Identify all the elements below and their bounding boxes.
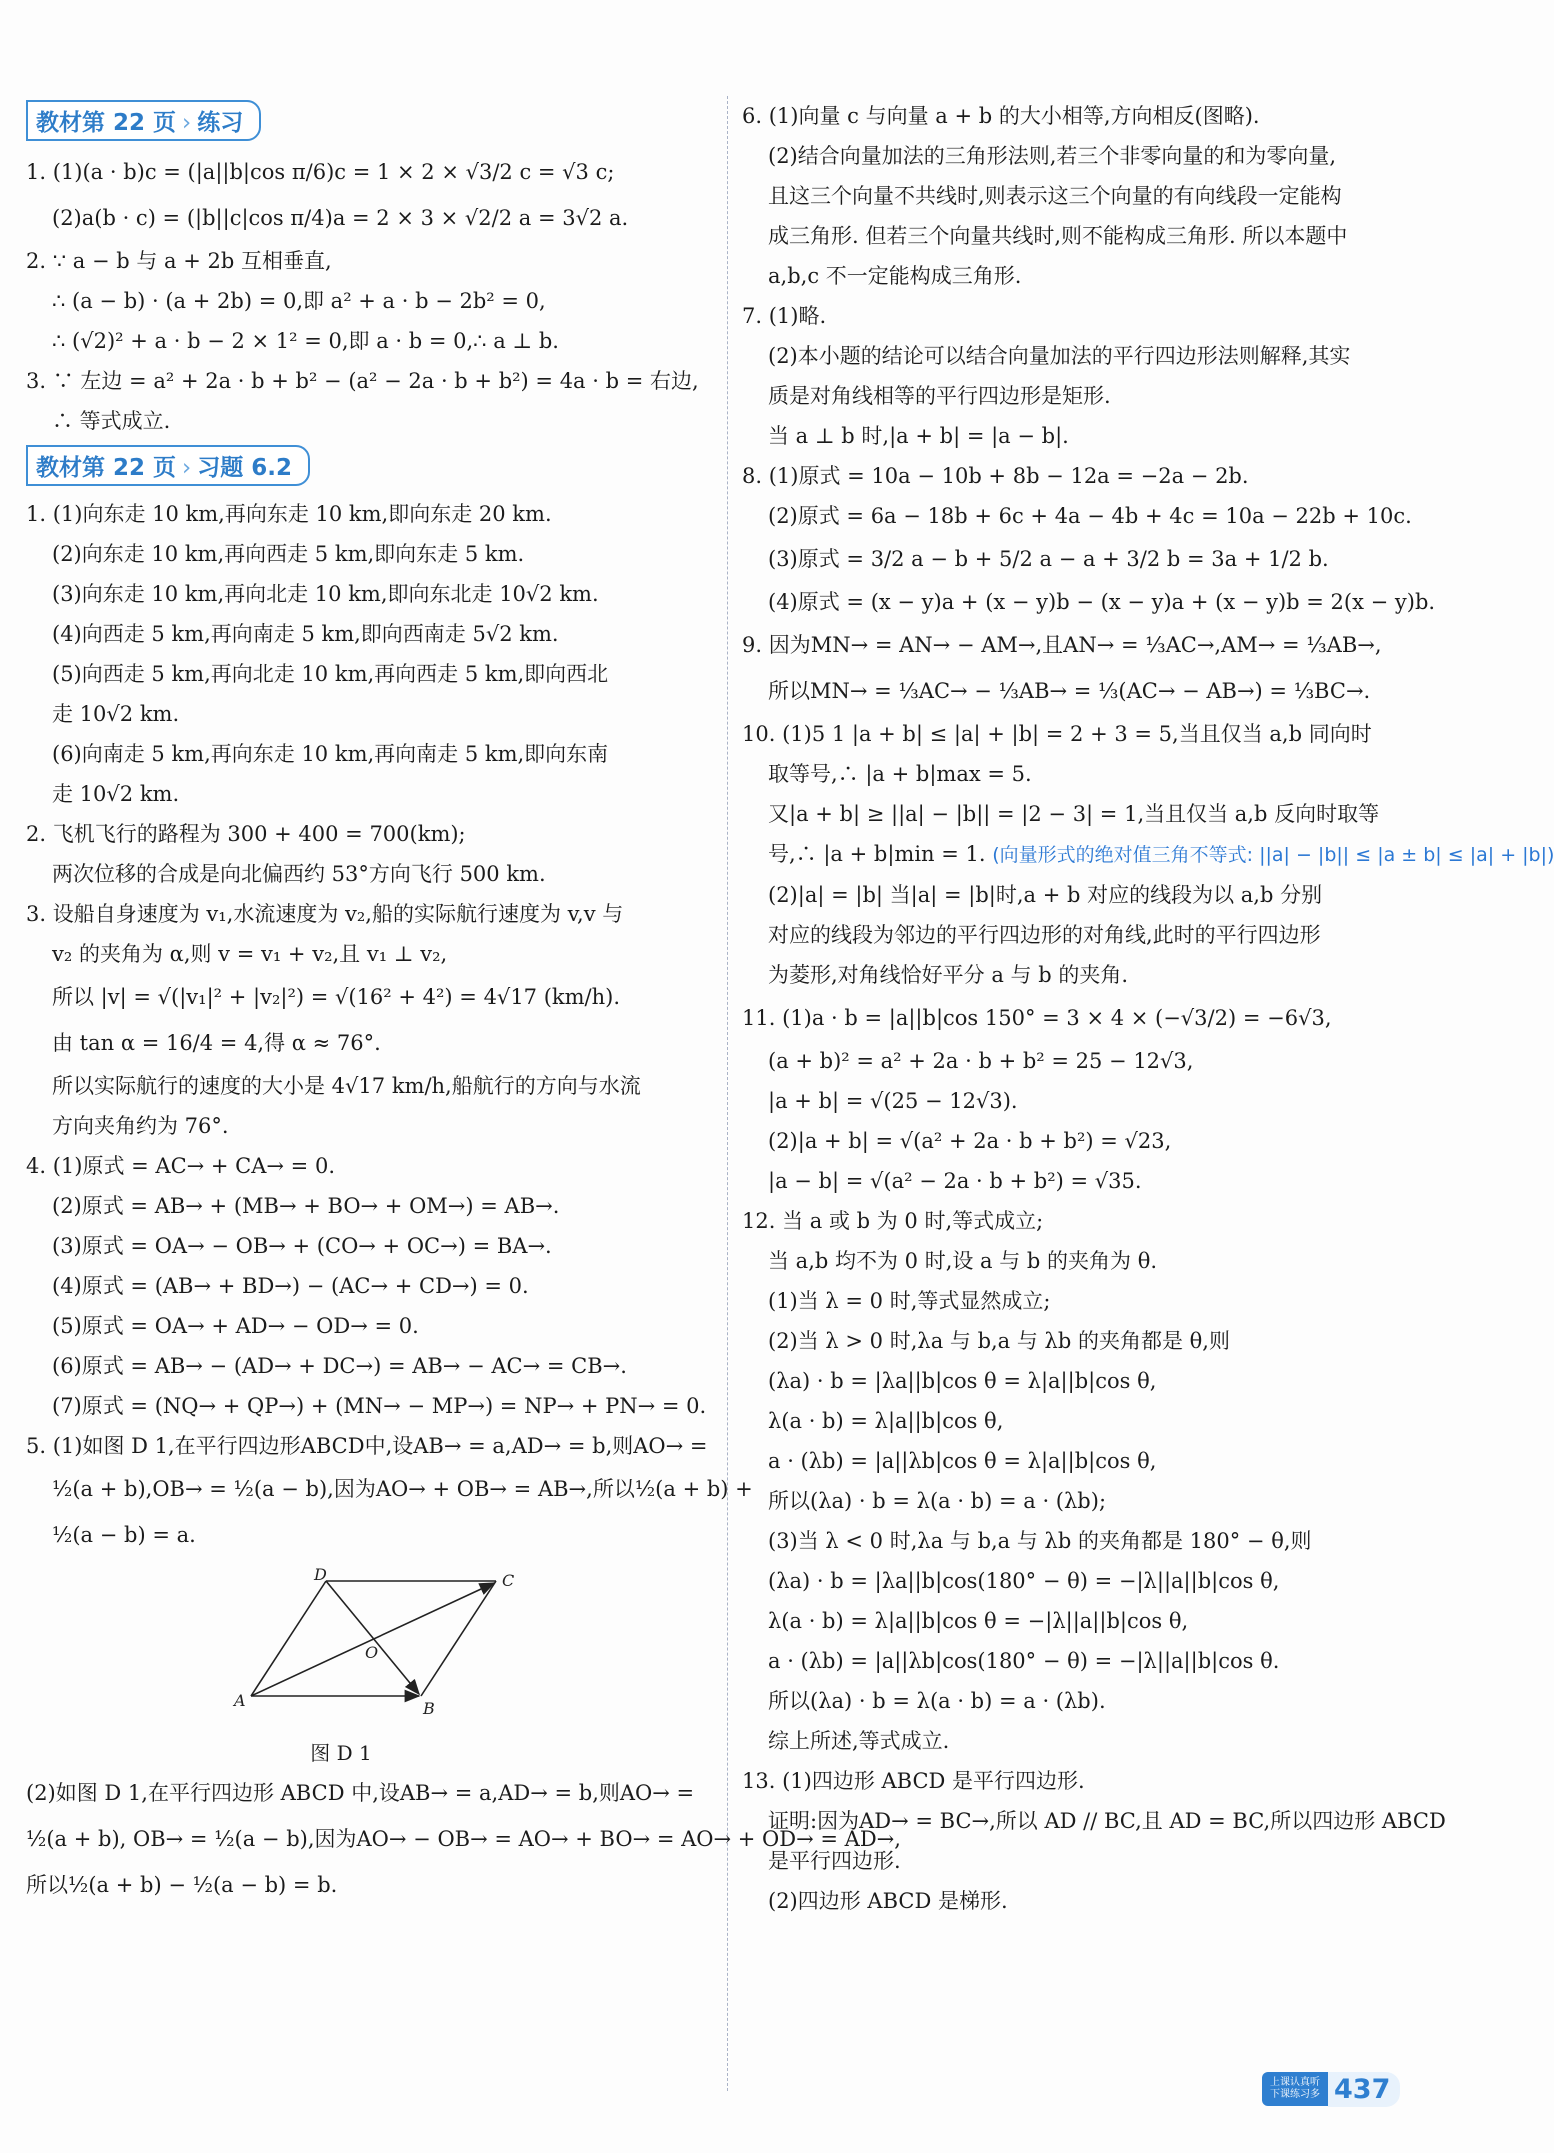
answer-line: 且这三个向量不共线时,则表示这三个向量的有向线段一定能构 [768,184,1342,208]
answer-line: ∴ 等式成立. [52,409,171,433]
section-header-homework [26,445,310,486]
answer-line: a,b,c 不一定能构成三角形. [768,264,1022,288]
label-c: C [502,1571,515,1590]
answer-line: 证明:因为AD→ = BC→,所以 AD // BC,且 AD = BC,所以四边形 ABCD [768,1809,1446,1833]
answer-line: v₂ 的夹角为 α,则 v = v₁ + v₂,且 v₁ ⊥ v₂, [52,942,448,966]
answer-line: (2)原式 = 6a − 18b + 6c + 4a − 4b + 4c = 10a − 22b + 10c. [768,504,1412,528]
answer-line: 6. (1)向量 c 与向量 a + b 的大小相等,方向相反(图略). [742,104,1260,128]
answer-line: λ(a · b) = λ|a||b|cos θ, [768,1409,1004,1433]
answer-line: ∴ (a − b) · (a + 2b) = 0,即 a² + a · b − 2b² = 0, [52,289,546,313]
answer-line: 所以实际航行的速度的大小是 4√17 km/h,船航行的方向与水流 [52,1074,641,1098]
section-prefix: 教材第 22 页 [36,455,177,481]
answer-line: 走 10√2 km. [52,782,180,806]
chevron-right-icon: › [182,110,192,136]
answer-line: ½(a − b) = a. [52,1523,196,1547]
answer-line: 综上所述,等式成立. [768,1729,950,1753]
answer-line: (2)|a + b| = √(a² + 2a · b + b²) = √23, [768,1129,1172,1153]
parallelogram-diagram [26,1566,586,1736]
answer-line: |a − b| = √(a² − 2a · b + b²) = √35. [768,1169,1142,1193]
answer-line: (2)当 λ > 0 时,λa 与 b,a 与 λb 的夹角都是 θ,则 [768,1329,1230,1353]
answer-line: 8. (1)原式 = 10a − 10b + 8b − 12a = −2a − 2b. [742,464,1249,488]
answer-line: 所以(λa) · b = λ(a · b) = a · (λb). [768,1689,1106,1713]
answer-line: (4)原式 = (x − y)a + (x − y)b − (x − y)a + (x − y)b = 2(x − y)b. [768,590,1436,614]
answer-line: (4)原式 = (AB→ + BD→) − (AC→ + CD→) = 0. [52,1274,529,1298]
answer-line: (6)向南走 5 km,再向东走 10 km,再向南走 5 km,即向东南 [52,742,609,766]
margin-note: (向量形式的绝对值三角不等式: ||a| − |b|| ≤ |a ± b| ≤ |a| + |b|) [992,844,1554,866]
chevron-right-icon: › [182,455,192,481]
answer-line: 当 a,b 均不为 0 时,设 a 与 b 的夹角为 θ. [768,1249,1158,1273]
answer-line: 3. ∵ 左边 = a² + 2a · b + b² − (a² − 2a · b + b²) = 4a · b = 右边, [26,369,699,393]
answer-line: 所以½(a + b) − ½(a − b) = b. [26,1873,338,1897]
answer-line: 对应的线段为邻边的平行四边形的对角线,此时的平行四边形 [768,923,1321,947]
section-header-exercise [26,100,261,141]
answer-line: 5. (1)如图 D 1,在平行四边形ABCD中,设AB→ = a,AD→ = b,则AO→ = [26,1434,708,1458]
answer-line: ½(a + b),OB→ = ½(a − b),因为AO→ + OB→ = AB→,所以½(a + b) + [52,1477,753,1501]
answer-line: (λa) · b = |λa||b|cos θ = λ|a||b|cos θ, [768,1369,1157,1393]
column-divider [727,96,728,2091]
vector-db [326,1581,419,1694]
answer-line: ∴ (√2)² + a · b − 2 × 1² = 0,即 a · b = 0,∴ a ⊥ b. [52,329,559,353]
answer-line: (6)原式 = AB→ − (AD→ + DC→) = AB→ − AC→ = CB→. [52,1354,627,1378]
answer-line: (5)向西走 5 km,再向北走 10 km,再向西走 5 km,即向西北 [52,662,609,686]
answer-line: (4)向西走 5 km,再向南走 5 km,即向西南走 5√2 km. [52,622,559,646]
answer-line: λ(a · b) = λ|a||b|cos θ = −|λ||a||b|cos θ, [768,1609,1189,1633]
footer-badge: 上课认真听 下课练习多 [1262,2072,1328,2106]
answer-line: (3)原式 = 3/2 a − b + 5/2 a − a + 3/2 b = 3a + 1/2 b. [768,547,1329,571]
label-a: A [234,1691,246,1710]
answer-line: (7)原式 = (NQ→ + QP→) + (MN→ − MP→) = NP→ + PN→ = 0. [52,1394,707,1418]
answer-line: (2)结合向量加法的三角形法则,若三个非零向量的和为零向量, [768,144,1337,168]
answer-line: 由 tan α = 16/4 = 4,得 α ≈ 76°. [52,1031,381,1055]
answer-line: 质是对角线相等的平行四边形是矩形. [768,384,1111,408]
answer-line: 为菱形,对角线恰好平分 a 与 b 的夹角. [768,963,1129,987]
answer-line: 1. (1)向东走 10 km,再向东走 10 km,即向东走 20 km. [26,502,552,526]
answer-line: 13. (1)四边形 ABCD 是平行四边形. [742,1769,1085,1793]
answer-line: 10. (1)5 1 |a + b| ≤ |a| + |b| = 2 + 3 = 5,当且仅当 a,b 同向时 [742,722,1372,746]
section-tag: 习题 6.2 [197,455,292,481]
answer-line: 1. (1)(a · b)c = (|a||b|cos π/6)c = 1 × 2 × √3/2 c = √3 c; [26,160,615,184]
answer-line: (2)本小题的结论可以结合向量加法的平行四边形法则解释,其实 [768,344,1351,368]
answer-line: (3)当 λ < 0 时,λa 与 b,a 与 λb 的夹角都是 180° − θ,则 [768,1529,1312,1553]
right-column [742,96,1554,1921]
answer-line: 走 10√2 km. [52,702,180,726]
label-d: D [314,1565,327,1584]
answer-line: a · (λb) = |a||λb|cos(180° − θ) = −|λ||a||b|cos θ. [768,1649,1280,1673]
edge-cb [421,1581,496,1696]
page-footer [1262,2068,1400,2110]
answer-line: 所以(λa) · b = λ(a · b) = a · (λb); [768,1489,1107,1513]
figure-caption: 图 D 1 [310,1741,372,1765]
answer-line: (2)|a| = |b| 当|a| = |b|时,a + b 对应的线段为以 a,b 分别 [768,883,1323,907]
answer-line: 3. 设船自身速度为 v₁,水流速度为 v₂,船的实际航行速度为 v,v 与 [26,902,624,926]
section-prefix: 教材第 22 页 [36,110,177,136]
answer-line: (2)原式 = AB→ + (MB→ + BO→ + OM→) = AB→. [52,1194,560,1218]
answer-line [742,834,1554,875]
answer-line: 两次位移的合成是向北偏西约 53°方向飞行 500 km. [52,862,546,886]
answer-line: 当 a ⊥ b 时,|a + b| = |a − b|. [768,424,1069,448]
answer-line: (2)向东走 10 km,再向西走 5 km,即向东走 5 km. [52,542,525,566]
answer-line: 7. (1)略. [742,304,827,328]
answer-line: 方向夹角约为 76°. [52,1114,229,1138]
answer-line: ½(a + b), OB→ = ½(a − b),因为AO→ − OB→ = AO→ + BO→ = AO→ + OD→ = AD→, [26,1827,901,1851]
answer-line: 4. (1)原式 = AC→ + CA→ = 0. [26,1154,335,1178]
page-number: 437 [1328,2072,1400,2107]
answer-line: 12. 当 a 或 b 为 0 时,等式成立; [742,1209,1044,1233]
answer-line: 成三角形. 但若三个向量共线时,则不能构成三角形. 所以本题中 [768,224,1348,248]
answer-line: 2. 飞机飞行的路程为 300 + 400 = 700(km); [26,822,466,846]
answer-line: (2)如图 D 1,在平行四边形 ABCD 中,设AB→ = a,AD→ = b,则AO→ = [26,1781,695,1805]
answer-line: 所以 |v| = √(|v₁|² + |v₂|²) = √(16² + 4²) = 4√17 (km/h). [52,985,621,1009]
answer-text: 号,∴ |a + b|min = 1. [768,842,986,866]
answer-line: 是平行四边形. [768,1849,901,1873]
answer-line: |a + b| = √(25 − 12√3). [768,1089,1018,1113]
label-o: O [365,1643,379,1662]
section-tag: 练习 [197,110,244,136]
answer-line: (3)原式 = OA→ − OB→ + (CO→ + OC→) = BA→. [52,1234,552,1258]
label-b: B [423,1699,435,1718]
answer-line: 所以MN→ = ⅓AC→ − ⅓AB→ = ⅓(AC→ − AB→) = ⅓BC→. [768,679,1371,703]
answer-line: 取等号,∴ |a + b|max = 5. [768,762,1032,786]
answer-line: (a + b)² = a² + 2a · b + b² = 25 − 12√3, [768,1049,1194,1073]
answer-line: (3)向东走 10 km,再向北走 10 km,即向东北走 10√2 km. [52,582,599,606]
answer-line: 又|a + b| ≥ ||a| − |b|| = |2 − 3| = 1,当且仅当 a,b 反向时取等 [768,802,1380,826]
answer-line: (λa) · b = |λa||b|cos(180° − θ) = −|λ||a||b|cos θ, [768,1569,1280,1593]
answer-line: (5)原式 = OA→ + AD→ − OD→ = 0. [52,1314,419,1338]
answer-line: 11. (1)a · b = |a||b|cos 150° = 3 × 4 × (−√3/2) = −6√3, [742,1006,1332,1030]
answer-line: (2)a(b · c) = (|b||c|cos π/4)a = 2 × 3 × √2/2 a = 3√2 a. [52,206,629,230]
answer-line: 9. 因为MN→ = AN→ − AM→,且AN→ = ⅓AC→,AM→ = ⅓AB→, [742,633,1382,657]
figure-d1 [26,1566,716,1736]
answer-line: 2. ∵ a − b 与 a + 2b 互相垂直, [26,249,332,273]
answer-line: a · (λb) = |a||λb|cos θ = λ|a||b|cos θ, [768,1449,1157,1473]
answer-line: (2)四边形 ABCD 是梯形. [768,1889,1008,1913]
answer-line: (1)当 λ = 0 时,等式显然成立; [768,1289,1051,1313]
